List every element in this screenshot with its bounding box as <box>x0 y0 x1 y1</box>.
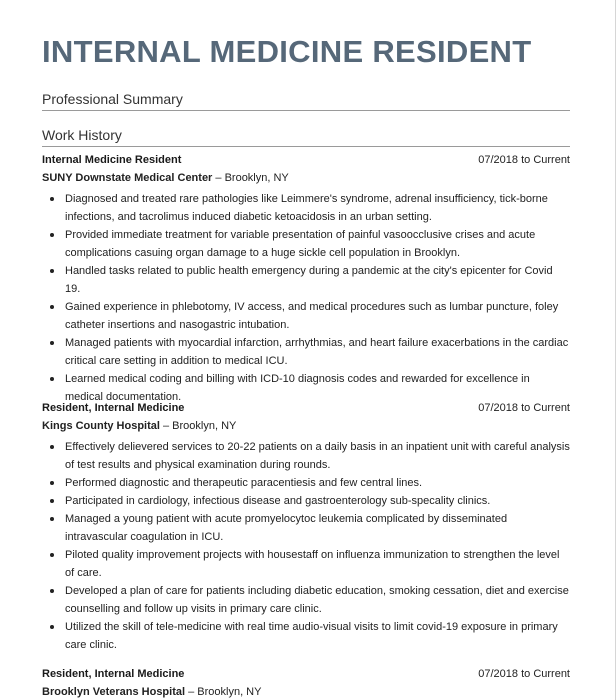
employer-location: – Brooklyn, NY <box>159 420 237 432</box>
job-title: Resident, Internal Medicine <box>42 402 185 414</box>
job-header <box>42 154 570 172</box>
resume-name-heading: INTERNAL MEDICINE RESIDENT <box>42 34 532 69</box>
duty-item: Learned medical coding and billing with ICD-10 diagnosis codes and rewarded for excellence in medical documentation. <box>42 370 570 406</box>
job-title: Internal Medicine Resident <box>42 154 182 166</box>
duty-item: Provided immediate treatment for variable presentation of painful vasoocclusive crises and acute complications casuing organ damage to a huge sickle cell population in Brooklyn. <box>42 226 570 262</box>
employer-name: SUNY Downstate Medical Center <box>42 172 213 184</box>
job-entry-2 <box>42 402 570 654</box>
job-dates: 07/2018 to Current <box>478 668 570 680</box>
employer-name: Brooklyn Veterans Hospital <box>42 686 186 698</box>
section-title-professional-summary: Professional Summary <box>42 91 570 111</box>
duty-item: Diagnosed and treated rare pathologies like Leimmere's syndrome, adrenal insufficiency, tick-borne infections, and tacrolimus induced diabetic ketoacidosis in an urban setting. <box>42 190 570 226</box>
duty-item: Managed a young patient with acute promyelocytoc leukemia complicated by disseminated intravascular coagulation in ICU. <box>42 510 570 546</box>
section-title-work-history: Work History <box>42 127 570 147</box>
job-entry-1 <box>42 154 570 406</box>
duty-item: Managed patients with myocardial infarction, arrhythmias, and heart failure exacerbations in the cardiac critical care setting in addition to medical ICU. <box>42 334 570 370</box>
job-employer-line <box>42 420 570 438</box>
duty-item: Performed diagnostic and therapeutic paracentiesis and few central lines. <box>42 474 570 492</box>
job-entry-3 <box>42 668 570 700</box>
job-duties-list <box>42 438 570 654</box>
duty-item: Gained experience in phlebotomy, IV access, and medical procedures such as lumbar puncture, foley catheter insertions and nasogastric intubation. <box>42 298 570 334</box>
job-header <box>42 668 570 686</box>
duty-item: Effectively delievered services to 20-22 patients on a daily basis in an inpatient unit with careful analysis of test results and physical examination during rounds. <box>42 438 570 474</box>
job-header <box>42 402 570 420</box>
duty-item: Piloted quality improvement projects with housestaff on influenza immunization to strengthen the level of care. <box>42 546 570 582</box>
job-employer-line <box>42 686 570 700</box>
job-dates: 07/2018 to Current <box>478 154 570 166</box>
employer-location: – Brooklyn, NY <box>185 686 262 698</box>
job-title: Resident, Internal Medicine <box>42 668 185 680</box>
employer-location: – Brooklyn, NY <box>212 172 289 184</box>
job-dates: 07/2018 to Current <box>478 402 570 414</box>
employer-name: Kings County Hospital <box>42 420 160 432</box>
duty-item: Utilized the skill of tele-medicine with real time audio-visual visits to limit covid-19 exposure in primary care clinic. <box>42 618 570 654</box>
duty-item: Participated in cardiology, infectious disease and gastroenterology sub-specality clinics. <box>42 492 570 510</box>
job-duties-list <box>42 190 570 406</box>
duty-item: Handled tasks related to public health emergency during a pandemic at the city's epicenter for Covid 19. <box>42 262 570 298</box>
job-employer-line <box>42 172 570 190</box>
duty-item: Developed a plan of care for patients including diabetic education, smoking cessation, diet and exercise counselling and follow up visits in primary care clinic. <box>42 582 570 618</box>
